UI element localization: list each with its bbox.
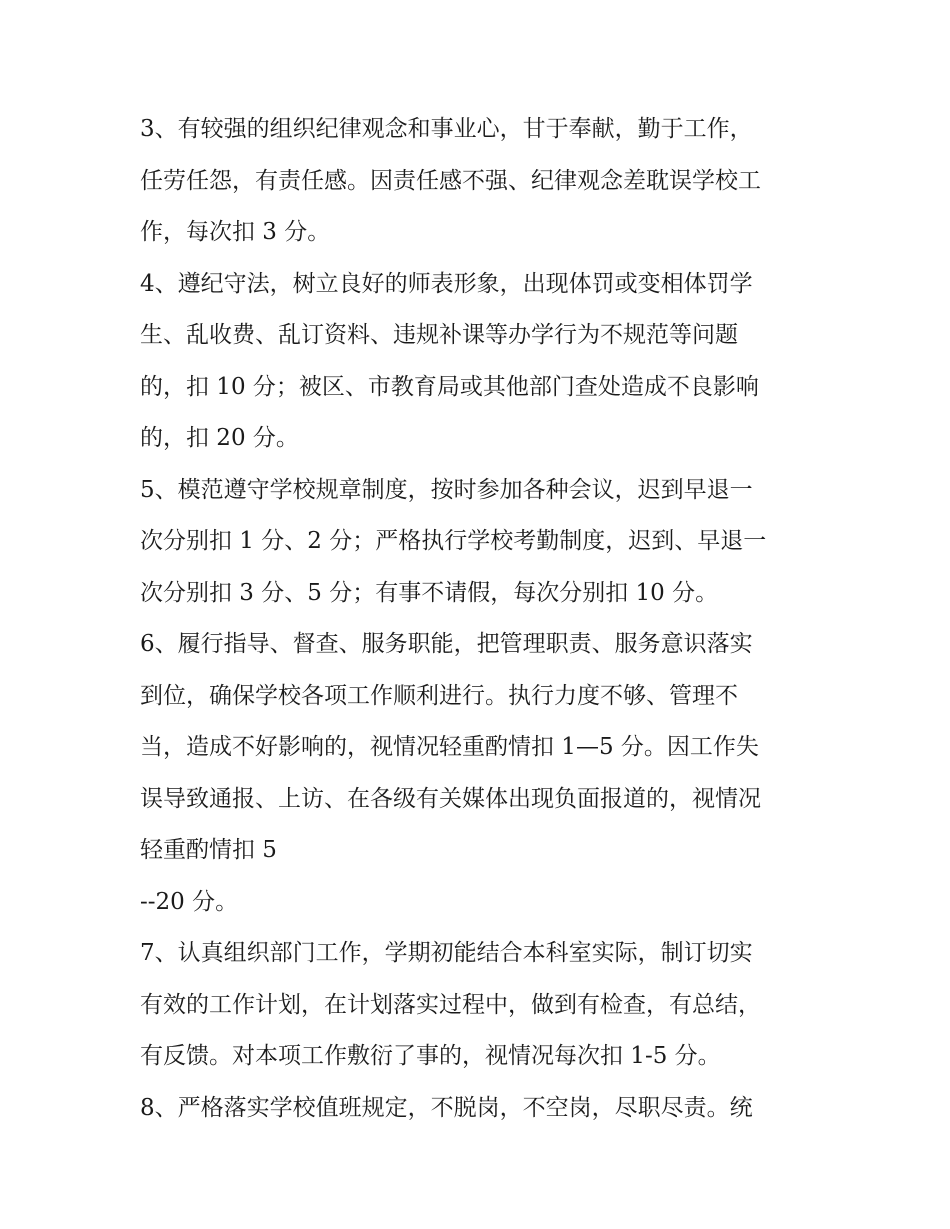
text-line: 3、有较强的组织纪律观念和事业心，甘于奉献，勤于工作，	[140, 116, 753, 142]
text-line: 轻重酌情扣 5	[140, 837, 277, 863]
text-line: 8、严格落实学校值班规定，不脱岗，不空岗，尽职尽责。统	[140, 1094, 753, 1121]
text-line: 次分别扣 1 分、2 分；严格执行学校考勤制度，迟到、早退一	[140, 528, 767, 554]
text-line: 次分别扣 3 分、5 分；有事不请假，每次分别扣 10 分。	[140, 579, 719, 606]
text-line: --20 分。	[140, 888, 239, 915]
document-body	[140, 104, 820, 1134]
text-line: 作，每次扣 3 分。	[140, 219, 331, 245]
text-line: 的，扣 10 分；被区、市教育局或其他部门查处造成不良影响	[140, 373, 759, 400]
text-line: 当，造成不好影响的，视情况轻重酌情扣 1—5 分。因工作失	[140, 734, 759, 760]
text-line: 5、模范遵守学校规章制度，按时参加各种会议，迟到早退一	[140, 476, 753, 503]
text-line: 6、履行指导、督查、服务职能，把管理职责、服务意识落实	[140, 631, 753, 657]
text-line: 生、乱收费、乱订资料、违规补课等办学行为不规范等问题	[140, 322, 738, 348]
text-line: 的，扣 20 分。	[140, 425, 299, 451]
text-line: 有反馈。对本项工作敷衍了事的，视情况每次扣 1-5 分。	[140, 1043, 721, 1069]
text-line: 任劳任怨，有责任感。因责任感不强、纪律观念差耽误学校工	[140, 167, 761, 194]
text-line: 4、遵纪守法，树立良好的师表形象，出现体罚或变相体罚学	[140, 270, 753, 297]
text-line: 到位，确保学校各项工作顺利进行。执行力度不够、管理不	[140, 682, 738, 709]
text-line: 7、认真组织部门工作，学期初能结合本科室实际，制订切实	[140, 940, 753, 966]
text-line: 误导致通报、上访、在各级有关媒体出现负面报道的，视情况	[140, 785, 761, 812]
text-line: 有效的工作计划，在计划落实过程中，做到有检查，有总结，	[140, 991, 761, 1018]
